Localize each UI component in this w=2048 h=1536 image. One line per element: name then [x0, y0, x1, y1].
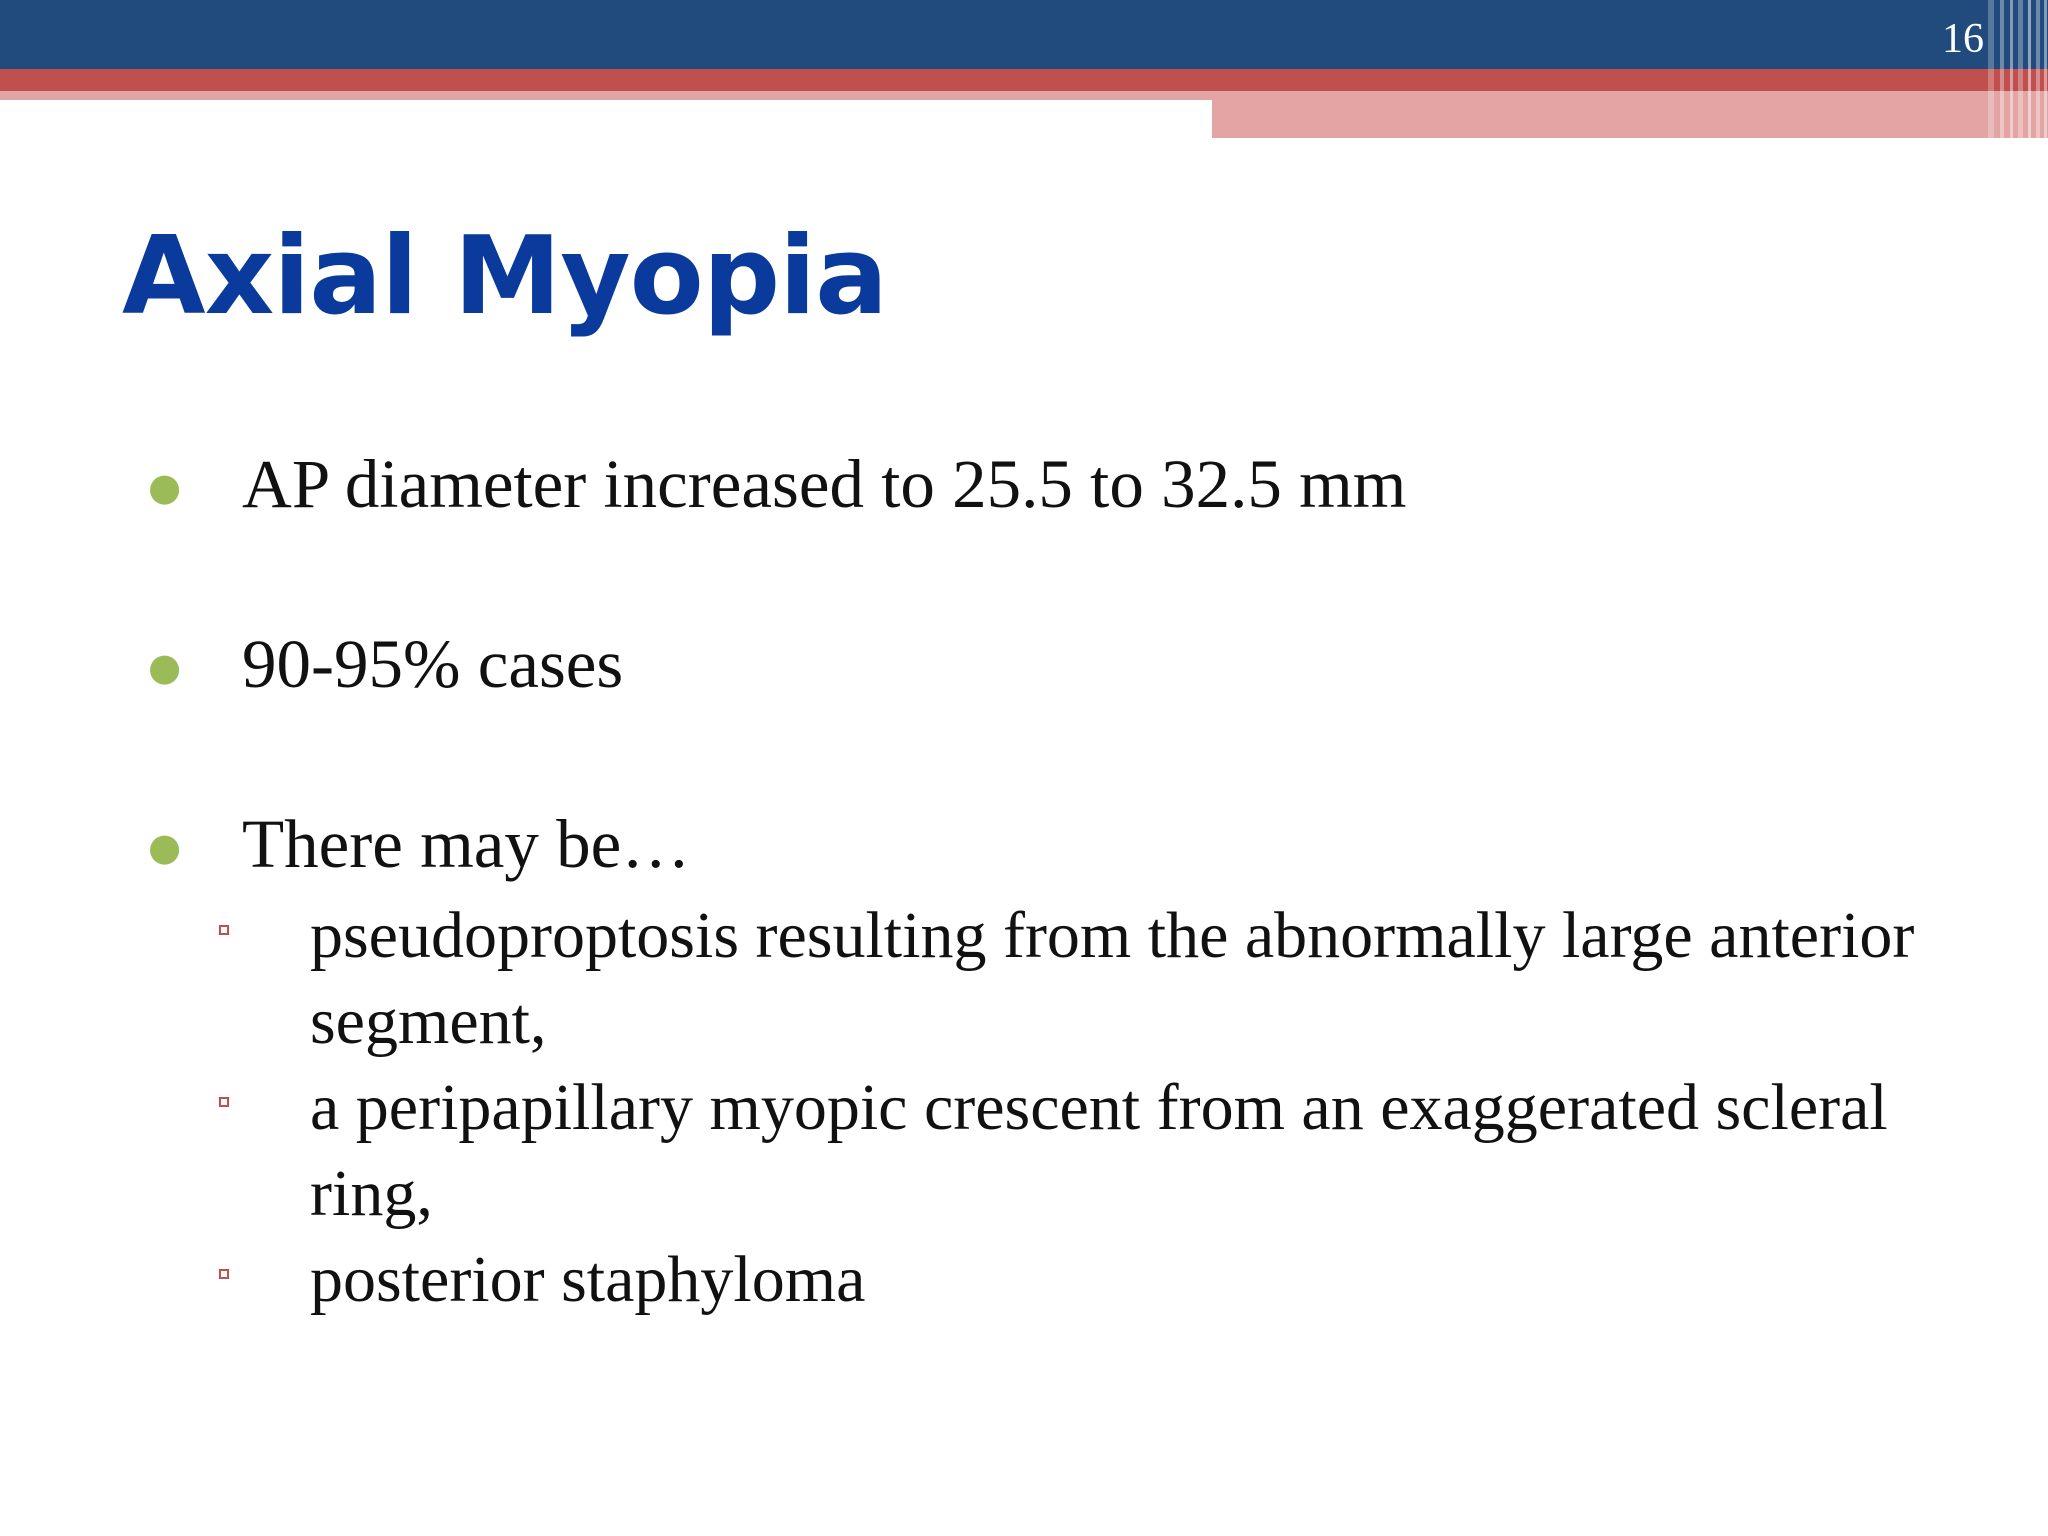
green-dot-icon: ●	[148, 825, 182, 869]
header-stripes-decoration	[1988, 0, 2048, 138]
bullet-text: AP diameter increased to 25.5 to 32.5 mm	[242, 446, 1407, 522]
sub-bullet-text: pseudoproptosis resulting from the abnormally large anterior segment,	[310, 899, 1915, 1058]
hollow-square-icon	[219, 1097, 229, 1107]
header-red-band	[0, 69, 2048, 91]
bullet-text: There may be…	[242, 806, 691, 882]
sub-bullet-text: posterior staphyloma	[310, 1243, 866, 1316]
green-dot-icon: ●	[148, 465, 182, 509]
header-pink-thin-band	[0, 91, 1212, 100]
green-dot-icon: ●	[148, 645, 182, 689]
slide-number: 16	[1942, 16, 1984, 62]
hollow-square-icon	[219, 925, 229, 935]
bullet-text: 90-95% cases	[242, 626, 624, 702]
hollow-square-icon	[219, 1269, 229, 1279]
header-navy-band	[0, 0, 2048, 69]
sub-bullet-text: a peripapillary myopic crescent from an exaggerated scleral ring,	[310, 1071, 1888, 1230]
slide-title: Axial Myopia	[122, 214, 888, 339]
header-pink-block	[1212, 91, 2048, 138]
